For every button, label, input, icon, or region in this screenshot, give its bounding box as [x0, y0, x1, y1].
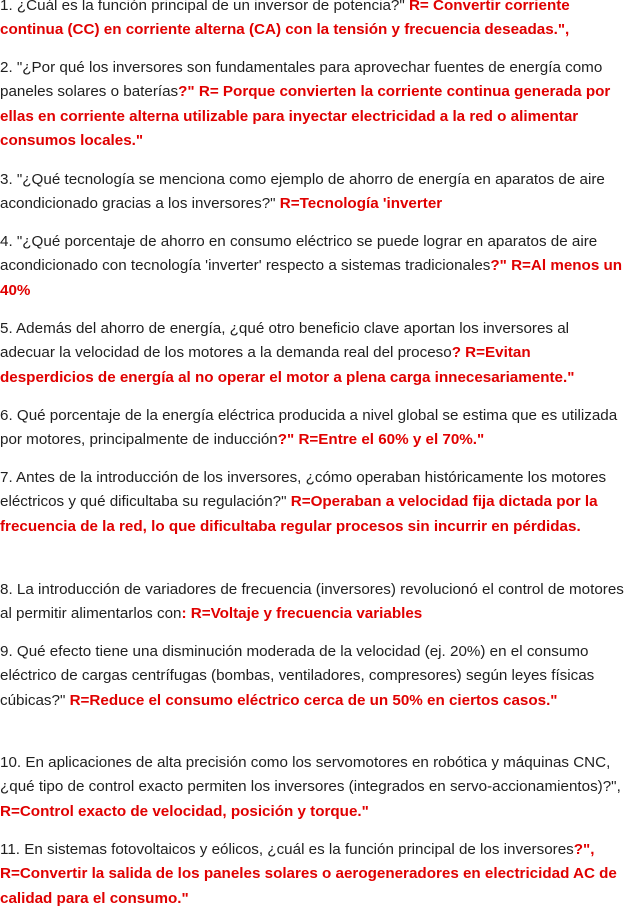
question-text: 6. Qué porcentaje de la energía eléctrica producida a nivel global se estima que es utilizada por motores, principalmente de inducción	[0, 407, 618, 449]
answer-text: ?" R=Entre el 60% y el 70%."	[277, 431, 485, 449]
qa-item-5	[0, 317, 626, 390]
question-text: 4. "¿Qué porcentaje de ahorro en consumo eléctrico se puede lograr en aparatos de aire acondicionado con tecnología 'inverter' respecto a sistemas tradicionales	[0, 233, 598, 275]
answer-text: ?" R= Porque convierten la corriente continua generada por ellas en corriente alterna utilizable para inyectar electricidad a la red o alimentar consumos locales."	[0, 83, 611, 150]
question-text: 3. "¿Qué tecnología se menciona como ejemplo de ahorro de energía en aparatos de aire acondicionado gracias a los inversores?"	[0, 171, 605, 213]
question-text: 5. Además del ahorro de energía, ¿qué otro beneficio clave aportan los inversores al adecuar la velocidad de los motores a la demanda real del proceso	[0, 320, 570, 362]
answer-text: R=Operaban a velocidad fija dictada por la frecuencia de la red, lo que dificultaba regular procesos sin incurrir en pérdidas.	[0, 493, 598, 535]
answer-text: ?", R=Convertir la salida de los paneles solares o aerogeneradores en electricidad AC de calidad para el consumo."	[0, 841, 617, 907]
question-text: 11. En sistemas fotovoltaicos y eólicos, ¿cuál es la función principal de los inversores	[0, 841, 574, 858]
question-text: 1. ¿Cuál es la función principal de un inversor de potencia?"	[0, 0, 409, 14]
qa-item-8	[0, 578, 626, 627]
answer-text: R= Convertir corriente continua (CC) en corriente alterna (CA) con la tensión y frecuencia deseadas.",	[0, 0, 570, 39]
answer-text: ?" R=Al menos un 40%	[0, 257, 623, 299]
qa-item-6	[0, 404, 626, 453]
qa-item-11	[0, 838, 626, 911]
answer-text: : R=Voltaje y frecuencia variables	[181, 605, 423, 623]
question-text: 8. La introducción de variadores de frecuencia (inversores) revolucionó el control de motores al permitir alimentarlos con	[0, 581, 624, 623]
answer-text: ? R=Evitan desperdicios de energía al no operar el motor a plena carga innecesariamente."	[0, 344, 575, 386]
qa-item-1	[0, 0, 626, 43]
qa-item-7	[0, 466, 630, 539]
qa-item-10	[0, 751, 626, 824]
qa-item-4	[0, 230, 630, 303]
qa-item-3	[0, 168, 626, 217]
question-text: 9. Qué efecto tiene una disminución moderada de la velocidad (ej. 20%) en el consumo eléctrico de cargas centrífugas (bombas, ventiladores, compresores) según leyes físicas cúbicas?"	[0, 643, 595, 709]
qa-item-2	[0, 56, 626, 154]
answer-text: R=Tecnología 'inverter	[279, 195, 443, 213]
qa-item-9	[0, 640, 630, 713]
answer-text: R=Control exacto de velocidad, posición y torque."	[0, 802, 369, 820]
question-text: 2. "¿Por qué los inversores son fundamentales para aprovechar fuentes de energía como paneles solares o baterías	[0, 59, 603, 101]
question-text: 10. En aplicaciones de alta precisión como los servomotores en robótica y máquinas CNC, ¿qué tipo de control exacto permiten los inversores (integrados en servo-accionamientos)?",	[0, 754, 621, 796]
question-text: 7. Antes de la introducción de los inversores, ¿cómo operaban históricamente los motores eléctricos y qué dificultaba su regulación?"	[0, 469, 607, 511]
answer-text: R=Reduce el consumo eléctrico cerca de un 50% en ciertos casos."	[69, 691, 558, 709]
